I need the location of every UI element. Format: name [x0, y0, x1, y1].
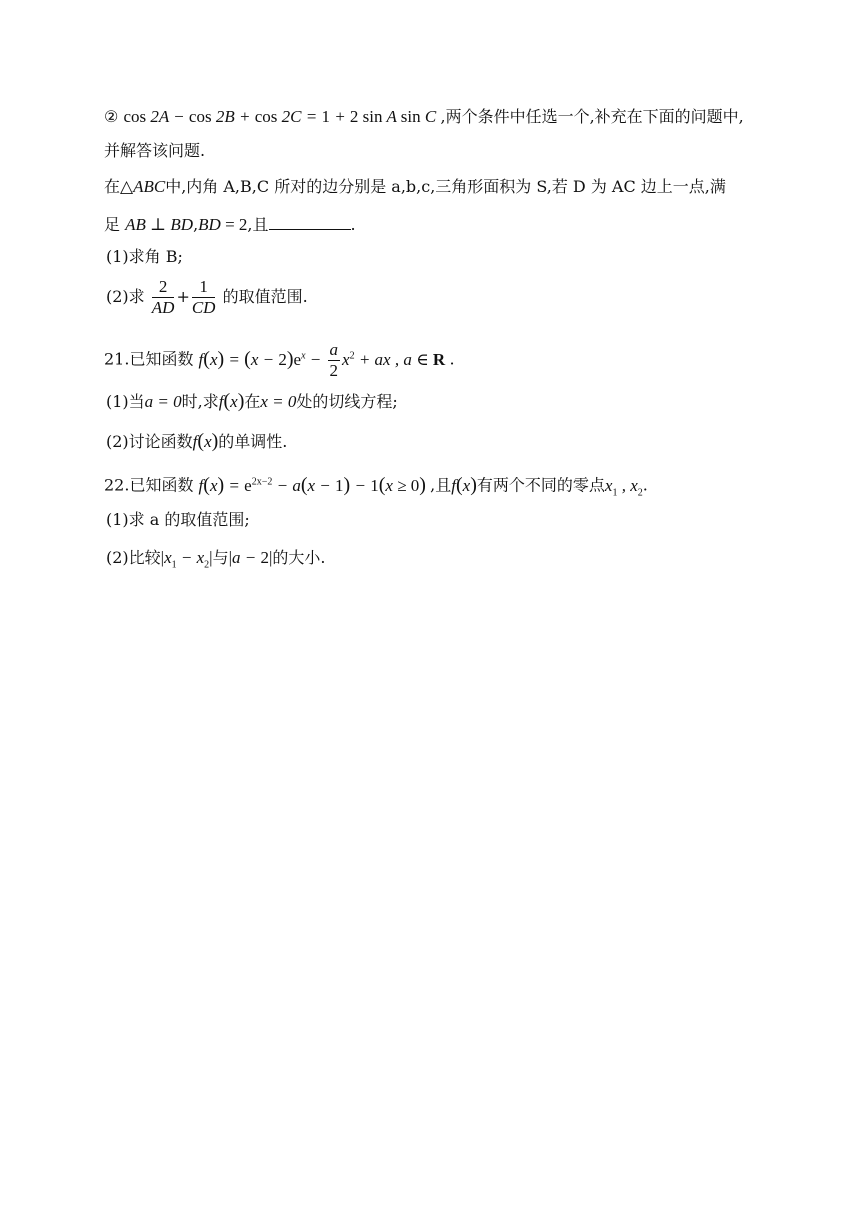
- zeros-x1-x2: $x_1$ , $x_2$: [604, 475, 643, 499]
- problem-20-q1: (1)求角 B;: [106, 247, 183, 266]
- text-segment: (2)讨论函数: [106, 432, 193, 451]
- text-segment: .: [642, 475, 648, 495]
- problem-22-stem: [104, 470, 648, 505]
- text-segment: ,且: [430, 475, 452, 495]
- text-segment: (2)比较: [106, 548, 161, 567]
- text-segment: .: [350, 215, 356, 234]
- f-of-x: f(x): [218, 390, 245, 412]
- condition-2-tail: ,两个条件中任选一个,补充在下面的问题中,: [440, 107, 744, 126]
- condition-2-tail2: 并解答该问题.: [104, 141, 206, 160]
- text-segment: .: [449, 349, 455, 369]
- text-segment: (1)当: [106, 392, 145, 411]
- text-segment: ,: [193, 215, 199, 234]
- fraction-denominator: AD: [151, 298, 175, 317]
- text-segment: 处的切线方程;: [296, 392, 398, 411]
- problem-22-q1: (1)求 a 的取值范围;: [106, 510, 250, 529]
- text-segment: 时,求: [181, 392, 219, 411]
- problem-22-function: $f(x) = e^{2x-2} - a(x - 1) - 1(x \ge 0)$: [198, 473, 426, 496]
- problem-21-stem: [104, 334, 455, 382]
- fraction-numerator: 1: [192, 277, 216, 298]
- text-segment: 在: [244, 392, 261, 411]
- bd-expression: BD = 2: [198, 215, 248, 234]
- problem-22-q2: [106, 546, 325, 577]
- problem-21-label: 21.已知函数: [104, 349, 194, 369]
- text-segment: 有两个不同的零点: [476, 475, 605, 495]
- fraction-denominator: CD: [191, 298, 216, 317]
- point-x-equals-0: x = 0: [260, 392, 297, 411]
- text-segment: 的取值范围.: [222, 287, 308, 306]
- problem-21-q2: [106, 429, 287, 454]
- condition-2-line: [104, 105, 744, 129]
- problem-20-q2: [106, 275, 308, 319]
- text-segment: (2)求: [106, 287, 145, 306]
- fraction-2-over-ad: [152, 277, 175, 318]
- triangle-abc: △ABC: [120, 177, 166, 196]
- fraction-1-over-cd: [192, 277, 216, 318]
- f-of-x: f(x): [192, 430, 219, 452]
- abs-a-minus-2: |a − 2|: [228, 548, 273, 567]
- problem-21-function: $f(x) = (x - 2)e^x$ − $\frac{a}{2}$ $x^2$ + ax , a ∈ R: [198, 340, 446, 381]
- problem-20-stem-line2: [104, 211, 356, 237]
- condition-2-marker: ②: [104, 107, 119, 126]
- problem-21-q1: [106, 389, 398, 414]
- text-segment: 的大小.: [272, 548, 326, 567]
- text-segment: 与: [212, 548, 229, 567]
- problem-20-stem-line1: [104, 175, 726, 199]
- text-segment: 中,内角 A,B,C 所对的边分别是 a,b,c,三角形面积为 S,若 D 为 AC 边上一点,满: [165, 177, 726, 196]
- text-segment: 足: [104, 215, 121, 234]
- text-segment: 的单调性.: [218, 432, 288, 451]
- text-segment: ,且: [247, 215, 269, 234]
- condition-a-equals-0: a = 0: [144, 392, 182, 411]
- perp-expression: AB ⊥ BD: [125, 215, 194, 234]
- text-segment: 在: [104, 177, 121, 196]
- fraction-numerator: 2: [152, 277, 175, 298]
- plus-sign: +: [176, 287, 190, 306]
- abs-x1-minus-x2: $|x_1 - x_2|$: [160, 548, 213, 571]
- problem-22-label: 22.已知函数: [104, 475, 194, 495]
- fill-in-blank: [269, 211, 351, 230]
- f-of-x: f(x): [451, 473, 477, 496]
- condition-2-formula: cos 2A − cos 2B + cos 2C = 1 + 2 sin A sin C: [123, 107, 441, 126]
